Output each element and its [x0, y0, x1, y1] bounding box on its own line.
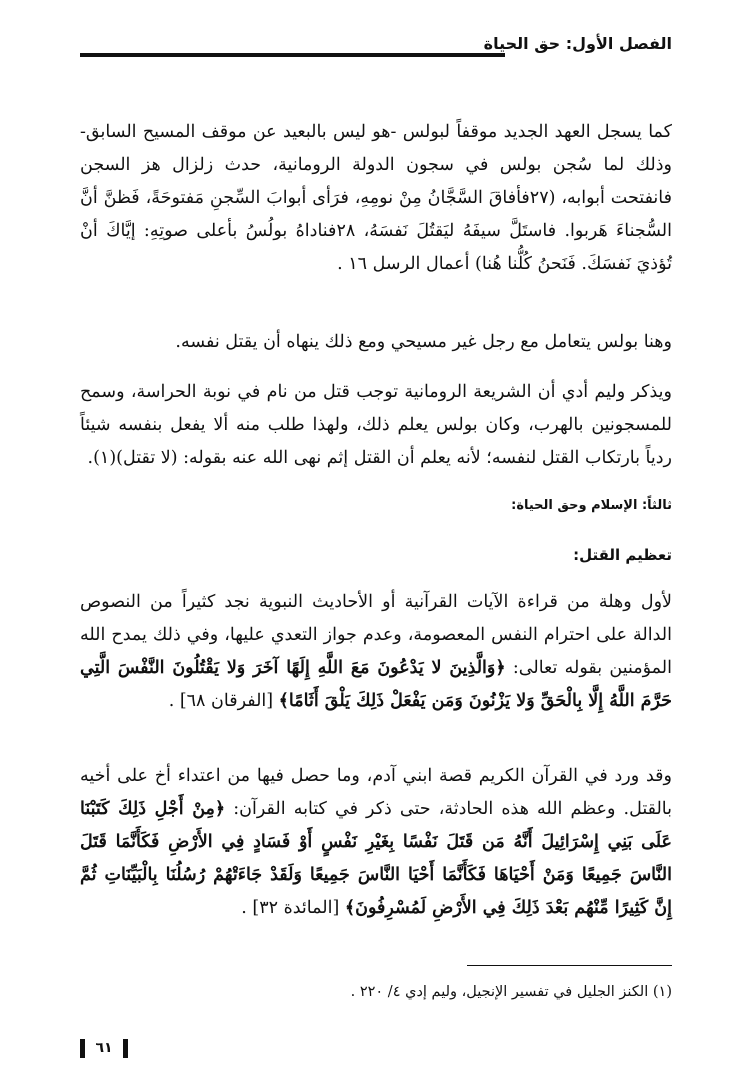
footnote: (١) الكنز الجليل في تفسير الإنجيل، وليم إدي ٤/ ٢٢٠ .: [350, 984, 672, 1000]
chapter-header: الفصل الأول: حق الحياة: [483, 34, 672, 53]
quran-verse-furqan: ﴿وَالَّذِينَ لا يَدْعُونَ مَعَ اللَّهِ إِلَهًا آخَرَ وَلا يَقْتُلُونَ النَّفْسَ الَّتِي حَرَّمَ اللَّهُ إِلَّا بِالْحَقِّ وَلا يَزْنُونَ وَمَن يَفْعَلْ ذَلِكَ يَلْقَ أَثَامًا﴾: [80, 658, 672, 711]
paragraph-5: [80, 760, 672, 925]
page-number: ٦١: [95, 1040, 113, 1056]
page-number-bar-right: [123, 1039, 128, 1058]
paragraph-4: [80, 586, 672, 718]
verse-reference-maidah: [المائدة ٣٢] .: [241, 898, 345, 918]
section-heading: ثالثاً: الإسلام وحق الحياة:: [511, 498, 672, 513]
paragraph-3: ويذكر وليم أدي أن الشريعة الرومانية توجب قتل من نام في نوبة الحراسة، وسمح للمسجونين بالهرب، وكان بولس يعلم ذلك، ولهذا طلب منه ألا يفعل بنفسه شيئاً ردياً بارتكاب القتل لنفسه؛ لأنه يعلم أن القتل إثم نهى الله عنه بقوله: (لا تقتل)(١).: [80, 382, 672, 468]
paragraph-4-intro: لأول وهلة من قراءة الآيات القرآنية أو الأحاديث النبوية نجد كثيراً من النصوص الدالة على احترام النفس المعصومة، وعدم جواز التعدي عليها، وفي ذلك يمدح الله المؤمنين بقوله تعالى:: [80, 592, 672, 678]
paragraph-5-intro: وقد ورد في القرآن الكريم قصة ابني آدم، وما حصل فيها من اعتداء أخ على أخيه بالقتل. وعظم الله هذه الحادثة، حتى ذكر في كتابه القرآن:: [80, 766, 672, 819]
paragraph-1: كما يسجل العهد الجديد موقفاً لبولس -هو ليس بالبعيد عن موقف المسيح السابق- وذلك لما سُجن بولس في سجون الدولة الرومانية، حدث زلزال هز السجن فانفتحت أبوابه، (٢٧فأفاقَ السَّجَّانُ مِنْ نومِهِ، فرَأى أبوابَ السِّجنِ مَفتوحَةً، فَظنَّ أنَّ السُّجناءَ هَربوا. فاستَلَّ سيفَهُ ليَقتُلَ نَفسَهُ، ٢٨فناداهُ بولُسُ بأعلى صوتِهِ: إيَّاكَ أنْ تُؤذيَ نَفسَكَ. فَنَحنُ كُلُّنا هُنا) أعمال الرسل ١٦ .: [80, 122, 673, 274]
footnote-rule: [467, 965, 672, 966]
verse-reference-furqan: [الفرقان ٦٨] .: [168, 691, 279, 711]
page-number-bar-left: [80, 1039, 85, 1058]
header-rule: [80, 53, 505, 57]
paragraph-2: وهنا بولس يتعامل مع رجل غير مسيحي ومع ذلك ينهاه أن يقتل نفسه.: [175, 332, 672, 352]
quran-verse-maidah: ﴿مِنْ أَجْلِ ذَلِكَ كَتَبْنَا عَلَى بَنِي إِسْرَائِيلَ أَنَّهُ مَن قَتَلَ نَفْسًا بِغَيْرِ نَفْسٍ أَوْ فَسَادٍ فِي الأَرْضِ فَكَأَنَّمَا قَتَلَ النَّاسَ جَمِيعًا وَمَنْ أَحْيَاهَا فَكَأَنَّمَا أَحْيَا النَّاسَ جَمِيعًا وَلَقَدْ جَاءَتْهُمْ رُسُلُنَا بِالْبَيِّنَاتِ ثُمَّ إِنَّ كَثِيرًا مِّنْهُم بَعْدَ ذَلِكَ فِي الأَرْضِ لَمُسْرِفُونَ﴾: [80, 799, 672, 918]
subsection-heading: تعظيم القتل:: [573, 546, 672, 564]
